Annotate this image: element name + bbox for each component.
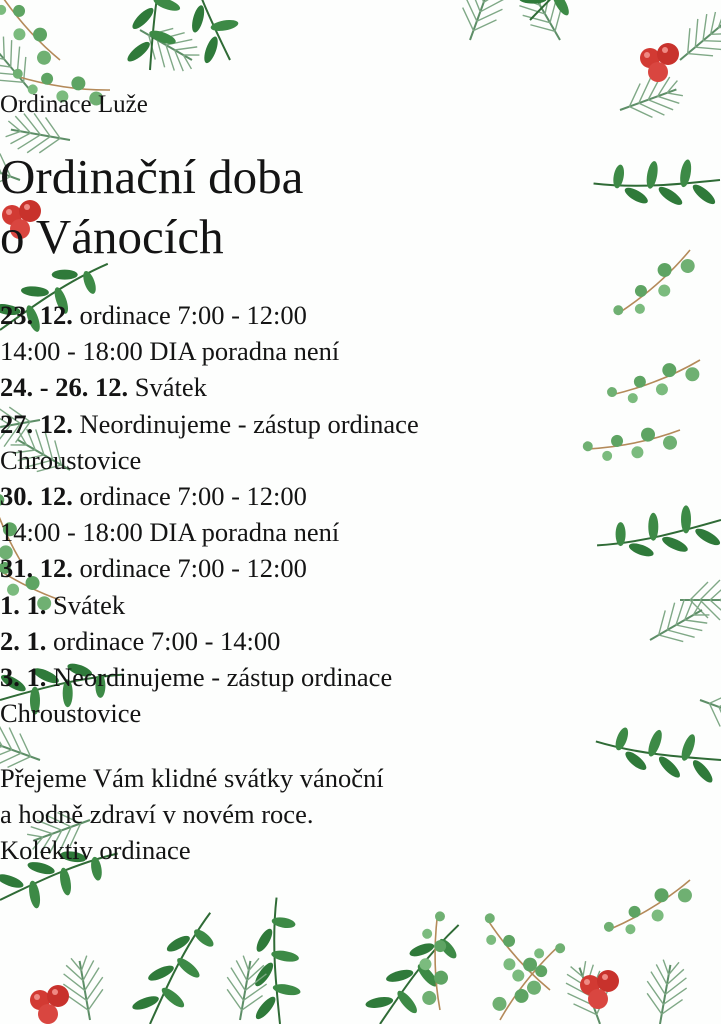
schedule-date: 23. 12. <box>0 300 73 330</box>
schedule-text: ordinace 7:00 - 12:00 <box>72 481 307 512</box>
organization-name: Ordinace Luže <box>0 91 148 118</box>
schedule-date: 24. - 26. 12. <box>0 372 129 403</box>
schedule-line <box>0 587 721 623</box>
schedule-date: 31. 12. <box>0 553 73 584</box>
red-berries-icon <box>30 970 619 1024</box>
schedule-line <box>0 369 721 405</box>
schedule-date: 1. 1. <box>0 589 47 620</box>
schedule-date: 30. 12. <box>0 481 73 512</box>
schedule-line <box>0 297 721 333</box>
schedule-text: ordinace 7:00 - 14:00 <box>46 625 281 656</box>
schedule-date: 2. 1. <box>0 625 47 656</box>
schedule-text: Chroustovice <box>0 444 142 475</box>
title-line-2: o Vánocích <box>0 209 224 264</box>
red-berries-icon <box>640 43 679 82</box>
title-line-1: Ordinační doba <box>0 149 304 204</box>
schedule-text: Svátek <box>128 372 207 403</box>
schedule-list <box>0 297 721 731</box>
schedule-line <box>0 659 721 695</box>
schedule-text: ordinace 7:00 - 12:00 <box>72 300 307 330</box>
leafy-branch-icon <box>128 894 469 1024</box>
page-title <box>0 147 721 267</box>
schedule-line <box>0 623 721 659</box>
eucalyptus-branch-icon <box>396 910 569 1024</box>
schedule-text: Neordinujeme - zástup ordinace <box>46 662 393 693</box>
schedule-line <box>0 333 721 369</box>
eucalyptus-branch-icon <box>602 856 700 959</box>
schedule-line <box>0 514 721 550</box>
greeting-line-2: a hodně zdraví v novém roce. <box>0 799 314 829</box>
schedule-text: Svátek <box>46 589 126 620</box>
schedule-text: 14:00 - 18:00 DIA poradna není <box>0 517 340 548</box>
schedule-text: Neordinujeme - zástup ordinace <box>72 408 419 439</box>
schedule-line <box>0 695 721 731</box>
schedule-line <box>0 442 721 478</box>
schedule-text: 14:00 - 18:00 DIA poradna není <box>0 336 340 367</box>
schedule-line <box>0 406 721 442</box>
greeting-signature: Kolektiv ordinace <box>0 835 191 865</box>
schedule-line <box>0 550 721 586</box>
greeting-line-1: Přejeme Vám klidné svátky vánoční <box>0 763 384 793</box>
schedule-date: 3. 1. <box>0 662 47 693</box>
schedule-text: Chroustovice <box>0 698 142 729</box>
schedule-text: ordinace 7:00 - 12:00 <box>72 553 307 584</box>
greeting-message <box>0 760 721 868</box>
schedule-line <box>0 478 721 514</box>
schedule-date: 27. 12. <box>0 408 73 439</box>
